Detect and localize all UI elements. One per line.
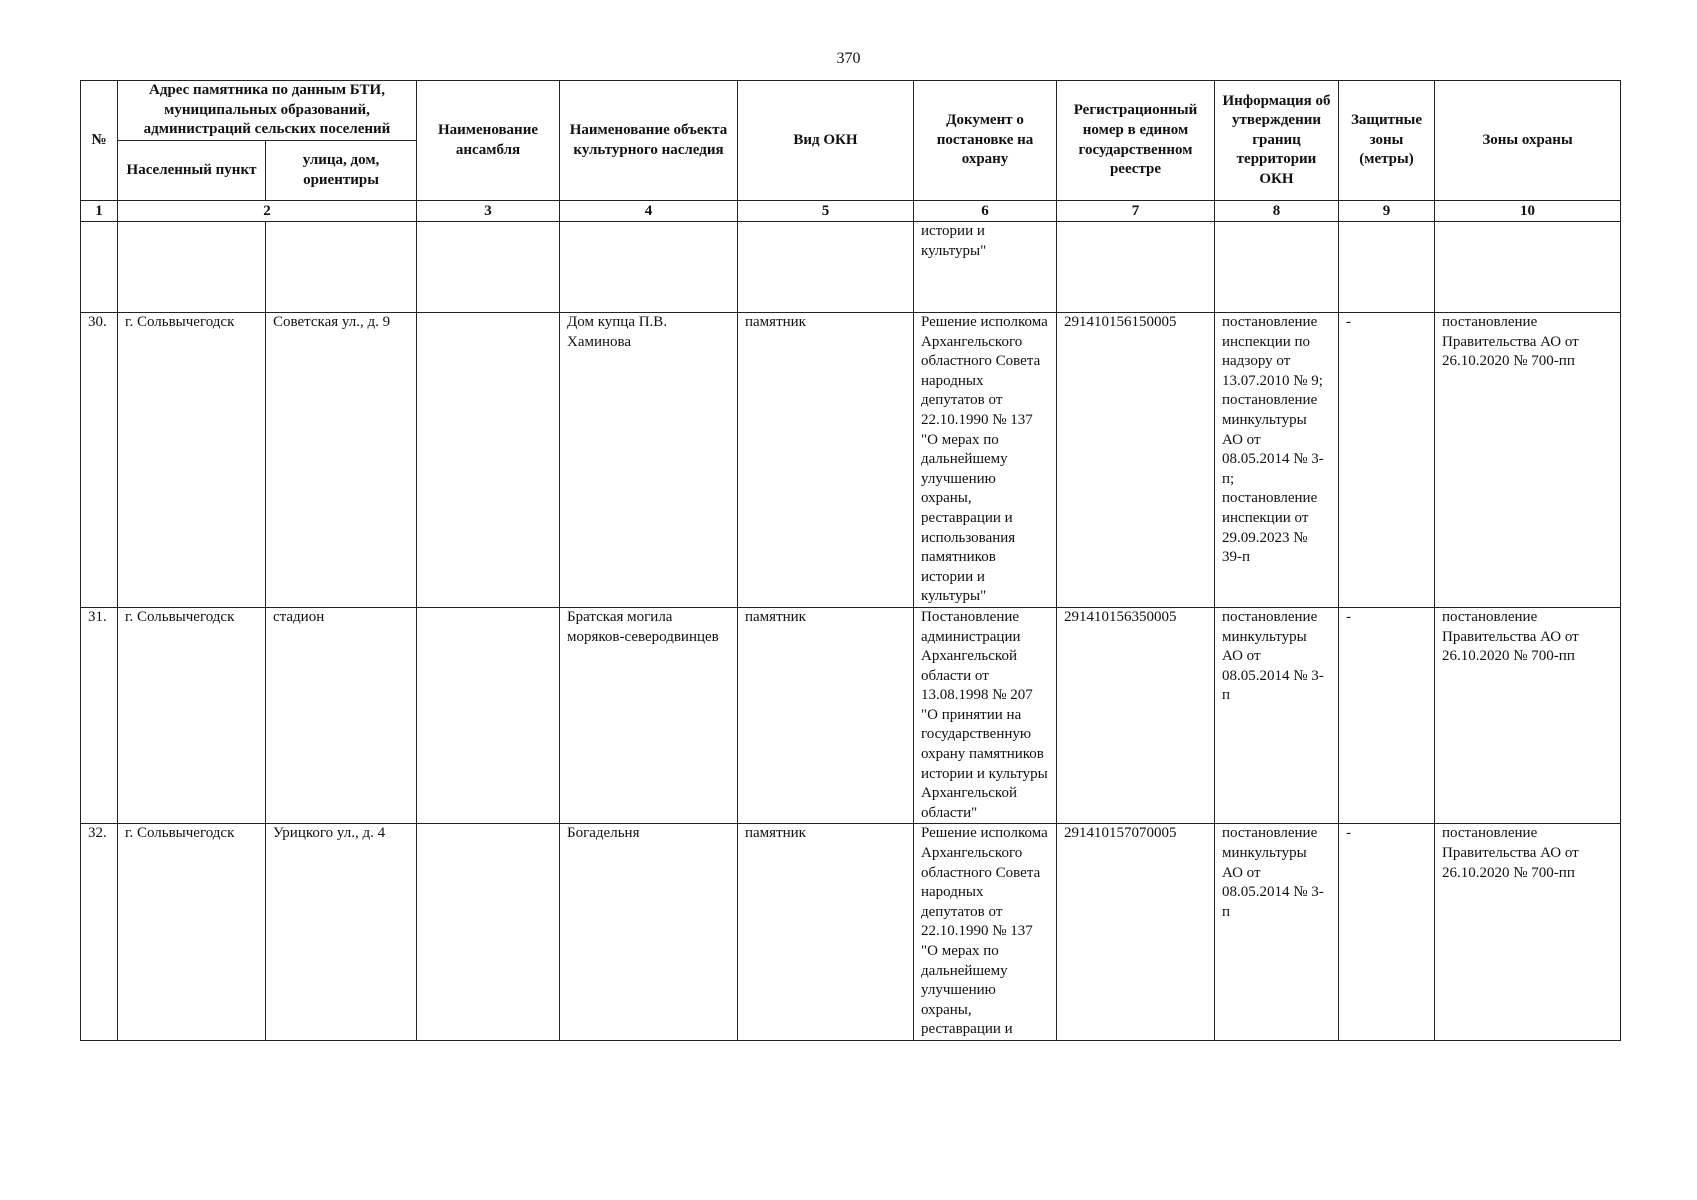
cell-okn-type: памятник [738,824,914,1041]
cell-document: Постановление администрации Архангельской области от 13.08.1998 № 207 "О принятии на государственную охрану памятников истории и культуры Архангельской области" [914,607,1057,824]
column-number: 3 [417,201,560,222]
table-row [81,824,1621,1041]
column-number-row [81,201,1621,222]
cell-ensemble [417,607,560,824]
column-number: 1 [81,201,118,222]
heritage-registry-table [80,80,1621,1041]
cell-empty [417,222,560,313]
cell-okn-type: памятник [738,313,914,608]
cell-protective-zones: - [1339,313,1435,608]
cell-ensemble [417,313,560,608]
column-number: 4 [560,201,738,222]
header-ensemble: Наименование ансамбля [417,81,560,201]
cell-street: стадион [266,607,417,824]
cell-empty [118,222,266,313]
header-address-group: Адрес памятника по данным БТИ, муниципальных образований, администраций сельских поселений [118,81,417,141]
cell-boundaries-info: постановление минкультуры АО от 08.05.2014 № 3-п [1215,824,1339,1041]
header-protection-zones: Зоны охраны [1435,81,1621,201]
cell-document: истории и культуры" [914,222,1057,313]
cell-settlement: г. Сольвычегодск [118,313,266,608]
cell-empty [738,222,914,313]
header-settlement: Населенный пункт [118,141,266,201]
cell-settlement: г. Сольвычегодск [118,607,266,824]
cell-empty [1057,222,1215,313]
header-object-name: Наименование объекта культурного наследия [560,81,738,201]
cell-empty [560,222,738,313]
column-number: 7 [1057,201,1215,222]
cell-empty [1215,222,1339,313]
header-reg-number: Регистрационный номер в едином государственном реестре [1057,81,1215,201]
cell-boundaries-info: постановление инспекции по надзору от 13.07.2010 № 9; постановление минкультуры АО от 08.05.2014 № 3-п; постановление инспекции от 29.09.2023 № 39-п [1215,313,1339,608]
cell-settlement: г. Сольвычегодск [118,824,266,1041]
cell-object-name: Богадельня [560,824,738,1041]
cell-no: 31. [81,607,118,824]
header-protective-zones: Защитные зоны (метры) [1339,81,1435,201]
table-row [81,607,1621,824]
cell-document: Решение исполкома Архангельского областного Совета народных депутатов от 22.10.1990 № 137 "О мерах по дальнейшему улучшению охраны, реставрации и использования памятников истории и культуры" [914,313,1057,608]
header-row-top [81,81,1621,141]
cell-empty [1339,222,1435,313]
column-number: 6 [914,201,1057,222]
cell-protective-zones: - [1339,607,1435,824]
cell-street: Урицкого ул., д. 4 [266,824,417,1041]
cell-reg-number: 291410156350005 [1057,607,1215,824]
header-street: улица, дом, ориентиры [266,141,417,201]
cell-protection-zones: постановление Правительства АО от 26.10.2020 № 700-пп [1435,824,1621,1041]
column-number: 8 [1215,201,1339,222]
cell-object-name: Братская могила моряков-северодвинцев [560,607,738,824]
cell-document: Решение исполкома Архангельского областного Совета народных депутатов от 22.10.1990 № 137 "О мерах по дальнейшему улучшению охраны, реставрации и [914,824,1057,1041]
cell-protection-zones: постановление Правительства АО от 26.10.2020 № 700-пп [1435,607,1621,824]
cell-object-name: Дом купца П.В. Хаминова [560,313,738,608]
cell-protection-zones: постановление Правительства АО от 26.10.2020 № 700-пп [1435,313,1621,608]
column-number: 10 [1435,201,1621,222]
column-number: 2 [118,201,417,222]
table-row [81,313,1621,608]
cell-protective-zones: - [1339,824,1435,1041]
cell-boundaries-info: постановление минкультуры АО от 08.05.2014 № 3-п [1215,607,1339,824]
column-number: 5 [738,201,914,222]
cell-empty [1435,222,1621,313]
cell-okn-type: памятник [738,607,914,824]
column-number: 9 [1339,201,1435,222]
cell-no: 30. [81,313,118,608]
header-no: № [81,81,118,201]
header-okn-type: Вид ОКН [738,81,914,201]
header-document: Документ о постановке на охрану [914,81,1057,201]
cell-reg-number: 291410156150005 [1057,313,1215,608]
cell-reg-number: 291410157070005 [1057,824,1215,1041]
page-number: 370 [836,50,861,67]
continuation-row [81,222,1621,313]
cell-ensemble [417,824,560,1041]
header-boundaries-info: Информация об утверждении границ территории ОКН [1215,81,1339,201]
cell-empty [266,222,417,313]
cell-empty [81,222,118,313]
cell-no: 32. [81,824,118,1041]
cell-street: Советская ул., д. 9 [266,313,417,608]
